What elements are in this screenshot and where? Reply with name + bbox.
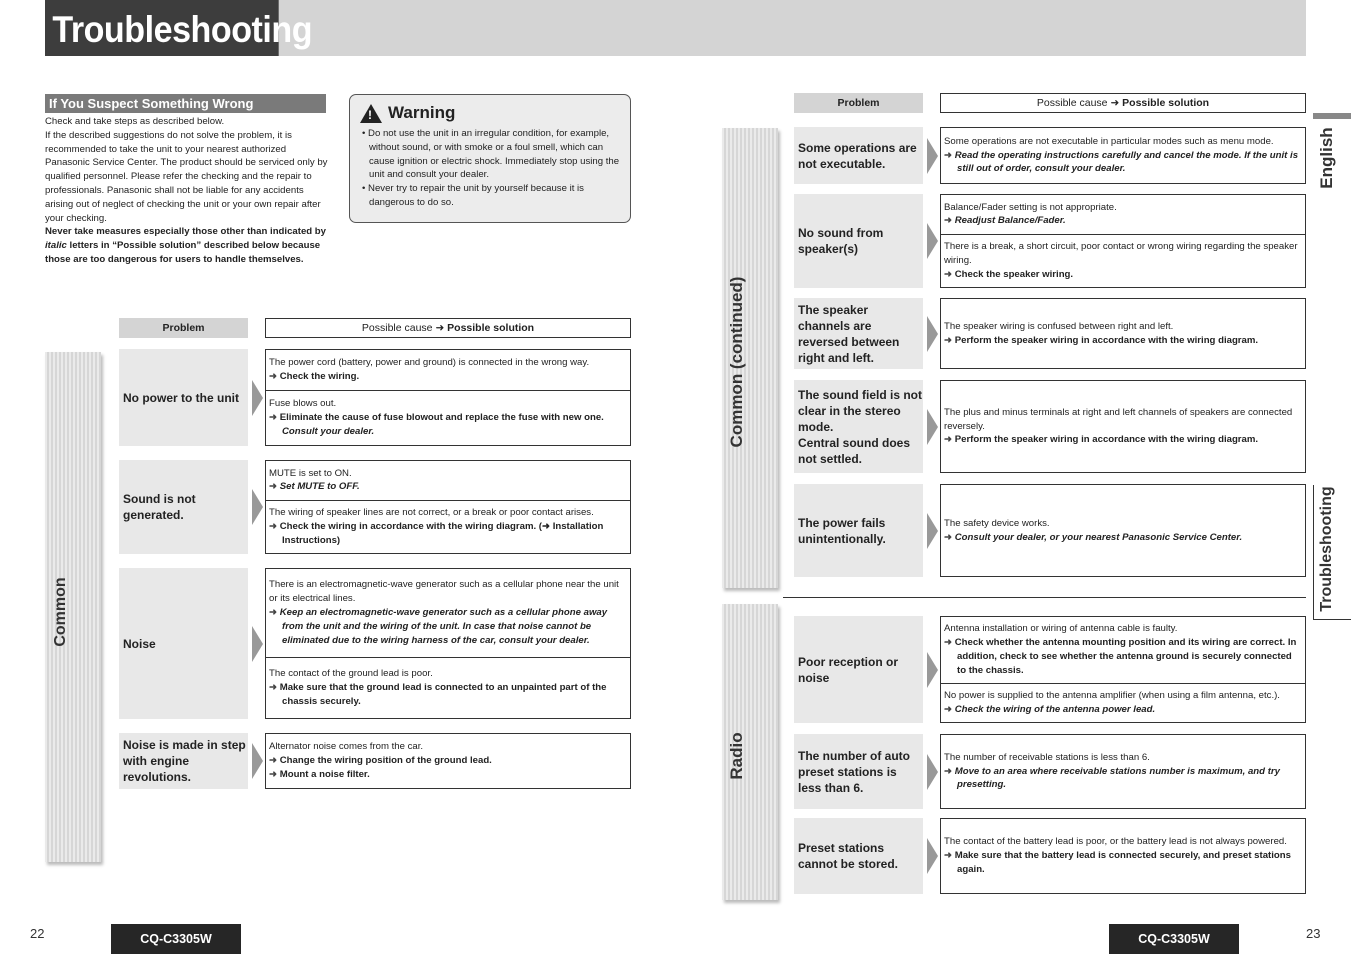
cause-text: There is an electromagnetic-wave generator such as a cellular phone near the unit or its electrical lines. (269, 579, 619, 605)
cause-block (266, 461, 630, 500)
intro-warning-note (45, 225, 330, 266)
solution-extra: Consult your dealer. (282, 425, 375, 437)
cause-block (941, 735, 1305, 808)
right-problem-7: Preset stations cannot be stored. (794, 818, 923, 894)
tab-english: English (1317, 127, 1336, 189)
right-solution-box-3 (940, 380, 1306, 473)
solution-arrow-icon: ➜ (269, 755, 280, 767)
warning-title (360, 103, 620, 123)
note-italic-word: italic (45, 240, 67, 252)
solution-text (944, 149, 1302, 177)
solution-text (944, 433, 1302, 447)
right-solution-box-7 (940, 818, 1306, 894)
row-arrow-icon (927, 316, 938, 352)
solution-text (269, 768, 627, 782)
cause-block (941, 819, 1305, 893)
page-number-left: 22 (30, 926, 45, 941)
section-label-common-continued: Common (continued) (727, 276, 746, 448)
solution-arrow-icon: ➜ (944, 434, 955, 446)
right-solution-box-2 (940, 298, 1306, 369)
right-problem-1: No sound from speaker(s) (794, 194, 923, 288)
cause-block (941, 617, 1305, 683)
right-solution-box-6 (940, 734, 1306, 809)
solution-value: Consult your dealer, or your nearest Panasonic Service Center. (954, 531, 1243, 543)
solution-value: Keep an electromagnetic-wave generator such as a cellular phone away from the unit and the wiring of the unit. In case that noise cannot be eliminated due to the wiring harness of the car, consult your dealer. (279, 607, 608, 646)
solution-value: Check the speaker wiring. (954, 268, 1074, 280)
page-number-right: 23 (1306, 926, 1321, 941)
solution-value: Check the wiring in accordance with the wiring diagram. (➜ Installation Instructions) (279, 520, 604, 546)
intro-text (45, 115, 330, 267)
english-tab-bar (1313, 113, 1351, 119)
solution-header-right (940, 93, 1306, 113)
problem-header-right: Problem (794, 93, 923, 113)
cause-block (941, 683, 1305, 722)
cause-text: The contact of the ground lead is poor. (269, 668, 433, 680)
cause-text: No power is supplied to the antenna amplifier (when using a film antenna, etc.). (944, 690, 1280, 702)
solution-value: Perform the speaker wiring in accordance with the wiring diagram. (954, 334, 1259, 346)
solution-text (269, 411, 627, 425)
solution-value: Readjust Balance/Fader. (954, 215, 1066, 227)
solution-value: Make sure that the ground lead is connected to an unpainted part of the chassis securely. (279, 682, 607, 707)
solution-text (269, 480, 627, 494)
solution-arrow-icon: ➜ (944, 215, 955, 227)
note-part-b: letters in “Possible solution” described below because those are too dangerous for users to handle themselves. (45, 240, 321, 265)
cause-text: Antenna installation or wiring of antenna cable is faulty. (944, 623, 1178, 635)
solution-value: Move to an area where receivable stations number is maximum, and try presetting. (954, 765, 1280, 791)
solution-text (944, 334, 1302, 348)
cause-text: The number of receivable stations is less than 6. (944, 751, 1150, 763)
solution-arrow-icon: ➜ (269, 520, 280, 532)
note-part-a: Never take measures especially those other than indicated by (45, 226, 326, 238)
section-divider (783, 597, 1306, 598)
cause-block (941, 195, 1305, 234)
row-arrow-icon (927, 223, 938, 259)
warning-triangle-icon: ! (360, 104, 382, 123)
right-problem-6: The number of auto preset stations is less than 6. (794, 734, 923, 809)
solution-text (944, 214, 1302, 228)
solution-text (944, 636, 1302, 677)
right-problem-3: The sound field is not clear in the stereo mode. Central sound does not settled. (794, 380, 923, 473)
solution-text (944, 531, 1302, 545)
solution-value: Check the wiring. (279, 371, 360, 383)
solution-arrow-icon: ➜ (269, 682, 280, 693)
right-problem-5: Poor reception or noise (794, 616, 923, 723)
solution-text (269, 370, 627, 384)
model-badge-right: CQ-C3305W (1109, 924, 1239, 954)
intro-p2: If the described suggestions do not solve the problem, it is recommended to take the unit to your nearest authorized Panasonic Service Center. The product should be serviced only by qualified personnel. Please refer the checking and the repair to professionals. Panasonic shall not be liable for any accidents arising out of neglect of checking the unit or your own repair after your checking. (45, 129, 328, 224)
cause-text: MUTE is set to ON. (269, 467, 352, 479)
cause-block (266, 350, 630, 390)
left-solution-box-3 (265, 733, 631, 789)
solution-text (944, 268, 1302, 282)
cause-block (941, 128, 1305, 183)
row-arrow-icon (927, 754, 938, 790)
row-arrow-icon (252, 380, 263, 416)
left-problem-3: Noise is made in step with engine revolutions. (119, 733, 248, 789)
solution-arrow-icon: ➜ (269, 607, 280, 618)
cause-text: The safety device works. (944, 517, 1050, 529)
cause-text: There is a break, a short circuit, poor contact or wrong wiring regarding the speaker wiring. (944, 241, 1298, 266)
cause-label: Possible cause (1036, 97, 1111, 109)
solution-arrow-icon: ➜ (944, 149, 955, 161)
solution-value: Check the wiring of the antenna power lead. (954, 703, 1156, 715)
arrow-icon: ➜ (435, 322, 445, 334)
solution-value: Eliminate the cause of fuse blowout and replace the fuse with new one. (279, 412, 604, 424)
cause-text: The speaker wiring is confused between right and left. (944, 320, 1174, 332)
solution-arrow-icon: ➜ (944, 268, 955, 280)
solution-value: Perform the speaker wiring in accordance with the wiring diagram. (954, 434, 1259, 446)
row-arrow-icon (927, 652, 938, 688)
cause-block (266, 390, 630, 445)
right-solution-box-1 (940, 194, 1306, 288)
solution-arrow-icon: ➜ (944, 531, 955, 543)
solution-arrow-icon: ➜ (269, 412, 280, 424)
right-problem-2: The speaker channels are reversed between right and left. (794, 298, 923, 369)
solution-text (269, 681, 627, 709)
right-solution-box-4 (940, 484, 1306, 577)
cause-block (266, 657, 630, 718)
cause-label: Possible cause (361, 322, 436, 334)
cause-text: Balance/Fader setting is not appropriate. (944, 201, 1117, 213)
cause-text: The wiring of speaker lines are not correct, or a break or poor contact arises. (269, 507, 594, 519)
tab-troubleshooting: Troubleshooting (1318, 486, 1335, 612)
row-arrow-icon (927, 838, 938, 874)
left-problem-0: No power to the unit (119, 349, 248, 446)
solution-value: Change the wiring position of the ground lead. (279, 755, 492, 767)
section-label-common: Common (52, 577, 69, 647)
solution-arrow-icon: ➜ (944, 765, 955, 777)
arrow-icon: ➜ (1110, 97, 1120, 109)
solution-text (944, 849, 1302, 877)
solution-text (944, 765, 1302, 793)
right-problem-0: Some operations are not executable. (794, 127, 923, 184)
cause-block (266, 500, 630, 553)
warning-title-text: Warning (388, 103, 456, 122)
solution-label: Possible solution (444, 322, 535, 334)
cause-block (941, 485, 1305, 576)
row-arrow-icon (927, 409, 938, 445)
left-problem-2: Noise (119, 568, 248, 719)
problem-header-left: Problem (119, 318, 248, 338)
right-problem-4: The power fails unintentionally. (794, 484, 923, 577)
model-badge-left: CQ-C3305W (111, 924, 241, 954)
cause-block (941, 381, 1305, 472)
right-solution-box-0 (940, 127, 1306, 184)
solution-arrow-icon: ➜ (269, 481, 280, 493)
solution-arrow-icon: ➜ (944, 334, 955, 346)
warning-box (349, 94, 631, 223)
solution-value: Read the operating instructions carefully and cancel the mode. If the unit is still out of order, consult your dealer. (954, 149, 1299, 175)
solution-header-left (265, 318, 631, 338)
solution-arrow-icon: ➜ (269, 768, 280, 780)
row-arrow-icon (252, 626, 263, 662)
row-arrow-icon (252, 489, 263, 525)
row-arrow-icon (927, 513, 938, 549)
solution-value: Mount a noise filter. (279, 768, 370, 780)
page-title: Troubleshooting (45, 0, 279, 56)
solution-arrow-icon: ➜ (269, 371, 280, 383)
solution-value: Make sure that the battery lead is connected securely, and preset stations again. (954, 850, 1291, 875)
cause-block (941, 299, 1305, 368)
intro-p1: Check and take steps as described below. (45, 116, 225, 127)
solution-label: Possible solution (1119, 97, 1210, 109)
warning-item: • Do not use the unit in an irregular condition, for example, without sound, or with smoke or a foul smell, which can cause ignition or electric shock. Immediately stop using the unit and consult your dealer. (362, 128, 620, 181)
cause-block (266, 569, 630, 657)
solution-arrow-icon: ➜ (944, 703, 955, 715)
solution-text (944, 703, 1302, 717)
row-arrow-icon (927, 138, 938, 174)
suspect-heading: If You Suspect Something Wrong (45, 94, 326, 113)
solution-value: Set MUTE to OFF. (279, 481, 360, 493)
cause-text: The power cord (battery, power and ground) is connected in the wrong way. (269, 357, 590, 369)
cause-block (941, 234, 1305, 287)
solution-arrow-icon: ➜ (944, 850, 955, 862)
cause-text: Fuse blows out. (269, 398, 337, 410)
cause-text: Alternator noise comes from the car. (269, 741, 424, 753)
solution-text (269, 606, 627, 647)
warning-item: • Never try to repair the unit by yourself because it is dangerous to do so. (362, 183, 584, 208)
section-label-radio: Radio (727, 732, 746, 780)
solution-value: Check whether the antenna mounting position and its wiring are correct. In addition, check to see whether the antenna ground is securely connected to the chassis. (954, 637, 1297, 676)
row-arrow-icon (252, 743, 263, 779)
cause-text: Some operations are not executable in particular modes such as menu mode. (944, 135, 1274, 147)
solution-text (269, 754, 627, 768)
solution-arrow-icon: ➜ (944, 637, 955, 649)
right-solution-box-5 (940, 616, 1306, 723)
cause-text: The contact of the battery lead is poor, or the battery lead is not always powered. (944, 836, 1287, 848)
left-solution-box-0 (265, 349, 631, 446)
solution-text (269, 520, 627, 548)
left-problem-1: Sound is not generated. (119, 460, 248, 554)
tab-underline (1313, 619, 1351, 620)
tab-divider (1313, 485, 1314, 620)
left-solution-box-1 (265, 460, 631, 554)
cause-text: The plus and minus terminals at right and left channels of speakers are connected reversely. (944, 406, 1293, 432)
cause-block (266, 734, 630, 788)
left-solution-box-2 (265, 568, 631, 719)
